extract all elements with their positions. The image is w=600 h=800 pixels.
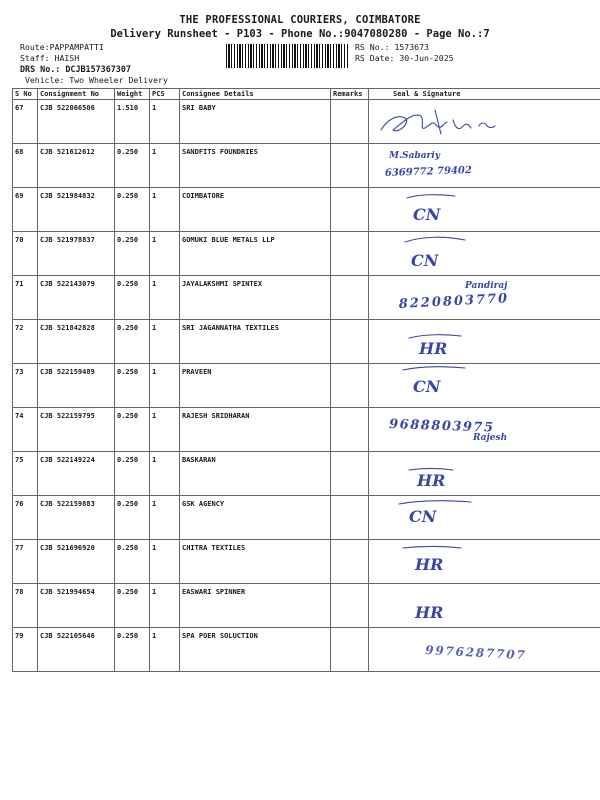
- sno-cell: 68: [13, 144, 38, 188]
- col-sno-header: S No: [13, 89, 38, 100]
- remarks-cell: [331, 320, 369, 364]
- consignee-cell: GOMUKI BLUE METALS LLP: [180, 232, 331, 276]
- consignment-cell: CJB 521984832: [38, 188, 115, 232]
- sno-cell: 71: [13, 276, 38, 320]
- remarks-cell: [331, 276, 369, 320]
- consignment-cell: CJB 521842828: [38, 320, 115, 364]
- table-row: [13, 188, 600, 232]
- handwritten-name-and-phone: [369, 144, 597, 184]
- vehicle-label: Vehicle:: [24, 75, 65, 85]
- handwritten-mark: [369, 364, 597, 404]
- handwritten-mark-text: CN: [411, 251, 439, 270]
- signature-cell: [369, 628, 600, 672]
- sno-cell: 69: [13, 188, 38, 232]
- handwritten-mark-text: HR: [417, 471, 446, 490]
- signature-cell: [369, 496, 600, 540]
- pcs-cell: 1: [150, 188, 180, 232]
- pcs-cell: 1: [150, 320, 180, 364]
- handwritten-mark: [369, 232, 597, 272]
- remarks-cell: [331, 232, 369, 276]
- consignment-cell: CJB 522159489: [38, 364, 115, 408]
- consignment-cell: CJB 522066506: [38, 100, 115, 144]
- rs-no-label: RS No.:: [355, 42, 390, 52]
- consignment-cell: CJB 522105646: [38, 628, 115, 672]
- signature-cell: [369, 540, 600, 584]
- col-remarks-header: Remarks: [331, 89, 369, 100]
- handwritten-phone: 8220803770: [398, 291, 510, 312]
- handwritten-mark: [369, 584, 597, 624]
- sno-cell: 76: [13, 496, 38, 540]
- pcs-cell: 1: [150, 540, 180, 584]
- pcs-cell: 1: [150, 276, 180, 320]
- remarks-cell: [331, 100, 369, 144]
- handwritten-phone: 6369772 79402: [384, 164, 473, 179]
- remarks-cell: [331, 364, 369, 408]
- handwritten-mark-text: CN: [413, 377, 441, 396]
- col-signature-header: Seal & Signature: [369, 89, 600, 100]
- weight-cell: 0.250: [115, 364, 150, 408]
- handwritten-phone-and-name: [369, 408, 597, 448]
- vehicle-value: Two Wheeler Delivery: [69, 75, 168, 85]
- delivery-table: [12, 88, 600, 672]
- table-row: [13, 496, 600, 540]
- handwritten-name: Rajesh: [473, 433, 508, 443]
- consignee-cell: SRI BABY: [180, 100, 331, 144]
- staff-label: Staff:: [20, 53, 50, 63]
- signature-cell: [369, 232, 600, 276]
- signature-cell: [369, 100, 600, 144]
- pcs-cell: 1: [150, 452, 180, 496]
- signature-cell: [369, 188, 600, 232]
- table-row: [13, 320, 600, 364]
- table-row: [13, 364, 600, 408]
- signature-cell: [369, 144, 600, 188]
- sno-cell: 78: [13, 584, 38, 628]
- remarks-cell: [331, 188, 369, 232]
- drs-label: DRS No.:: [20, 64, 61, 74]
- pcs-cell: 1: [150, 628, 180, 672]
- consignee-cell: BASKARAN: [180, 452, 331, 496]
- table-row: [13, 408, 600, 452]
- consignment-cell: CJB 522159883: [38, 496, 115, 540]
- col-pcs-header: PCS: [150, 89, 180, 100]
- consignment-cell: CJB 522149224: [38, 452, 115, 496]
- table-row: [13, 584, 600, 628]
- pcs-cell: 1: [150, 364, 180, 408]
- handwritten-mark-text: CN: [413, 205, 441, 224]
- weight-cell: 0.250: [115, 540, 150, 584]
- handwritten-mark-text: HR: [415, 603, 444, 622]
- signature-cell: [369, 584, 600, 628]
- handwritten-phone: 9688803975: [388, 417, 495, 436]
- pcs-cell: 1: [150, 584, 180, 628]
- weight-cell: 0.250: [115, 188, 150, 232]
- handwritten-mark-text: CN: [409, 507, 437, 526]
- handwritten-signature-scrawl: [369, 100, 597, 140]
- staff-value: HAISH: [54, 53, 80, 63]
- signature-cell: [369, 320, 600, 364]
- remarks-cell: [331, 452, 369, 496]
- handwritten-mark: [369, 320, 597, 360]
- pcs-cell: 1: [150, 408, 180, 452]
- weight-cell: 0.250: [115, 452, 150, 496]
- weight-cell: 0.250: [115, 320, 150, 364]
- table-header-row: [13, 89, 600, 100]
- weight-cell: 0.250: [115, 144, 150, 188]
- remarks-cell: [331, 540, 369, 584]
- handwritten-phone-text: 9976287707: [424, 643, 527, 663]
- consignee-cell: JAYALAKSHMI SPINTEX: [180, 276, 331, 320]
- consignment-cell: CJB 521994654: [38, 584, 115, 628]
- weight-cell: 0.250: [115, 496, 150, 540]
- sno-cell: 70: [13, 232, 38, 276]
- signature-cell: [369, 364, 600, 408]
- sno-cell: 73: [13, 364, 38, 408]
- handwritten-mark: [369, 496, 597, 536]
- consignee-cell: SRI JAGANNATHA TEXTILES: [180, 320, 331, 364]
- consignment-cell: CJB 521696920: [38, 540, 115, 584]
- rs-no-value: 1573673: [394, 42, 429, 52]
- col-weight-header: Weight: [115, 89, 150, 100]
- table-row: [13, 452, 600, 496]
- table-row: [13, 232, 600, 276]
- table-row: [13, 144, 600, 188]
- signature-cell: [369, 276, 600, 320]
- weight-cell: 0.250: [115, 584, 150, 628]
- sno-cell: 67: [13, 100, 38, 144]
- handwritten-mark-text: HR: [419, 339, 448, 358]
- handwritten-mark-text: HR: [415, 555, 444, 574]
- handwritten-name: M.Sabariy: [389, 151, 440, 161]
- weight-cell: 0.250: [115, 408, 150, 452]
- weight-cell: 0.250: [115, 628, 150, 672]
- runsheet-title: Delivery Runsheet - P103 - Phone No.:9047080280 - Page No.:7: [110, 28, 490, 40]
- weight-cell: 0.250: [115, 276, 150, 320]
- consignment-cell: CJB 522143079: [38, 276, 115, 320]
- consignment-cell: CJB 521612612: [38, 144, 115, 188]
- weight-cell: 0.250: [115, 232, 150, 276]
- table-row: [13, 100, 600, 144]
- pcs-cell: 1: [150, 100, 180, 144]
- sno-cell: 75: [13, 452, 38, 496]
- rs-date-label: RS Date:: [355, 53, 395, 63]
- handwritten-name: Pandiraj: [465, 281, 508, 291]
- table-row: [13, 628, 600, 672]
- consignee-cell: SPA POER SOLUCTION: [180, 628, 331, 672]
- runsheet-meta-right: [355, 42, 454, 64]
- consignee-cell: EASWARI SPINNER: [180, 584, 331, 628]
- runsheet-meta-left: [20, 42, 168, 86]
- pcs-cell: 1: [150, 496, 180, 540]
- remarks-cell: [331, 408, 369, 452]
- barcode: [226, 44, 348, 68]
- sno-cell: 74: [13, 408, 38, 452]
- weight-cell: 1.510: [115, 100, 150, 144]
- handwritten-mark: [369, 452, 597, 492]
- remarks-cell: [331, 584, 369, 628]
- consignee-cell: GSK AGENCY: [180, 496, 331, 540]
- consignee-cell: CHITRA TEXTILES: [180, 540, 331, 584]
- handwritten-mark: [369, 540, 597, 580]
- sno-cell: 77: [13, 540, 38, 584]
- consignment-cell: CJB 521978837: [38, 232, 115, 276]
- col-consignee-header: Consignee Details: [180, 89, 331, 100]
- signature-cell: [369, 408, 600, 452]
- route-value: PAPPAMPATTI: [49, 42, 104, 52]
- pcs-cell: 1: [150, 144, 180, 188]
- consignment-cell: CJB 522159795: [38, 408, 115, 452]
- signature-cell: [369, 452, 600, 496]
- route-label: Route:: [20, 42, 50, 52]
- pcs-cell: 1: [150, 232, 180, 276]
- handwritten-mark: [369, 188, 597, 228]
- remarks-cell: [331, 628, 369, 672]
- consignee-cell: COIMBATORE: [180, 188, 331, 232]
- consignee-cell: RAJESH SRIDHARAN: [180, 408, 331, 452]
- remarks-cell: [331, 496, 369, 540]
- consignee-cell: SANDFITS FOUNDRIES: [180, 144, 331, 188]
- sno-cell: 79: [13, 628, 38, 672]
- table-row: [13, 540, 600, 584]
- company-name: THE PROFESSIONAL COURIERS, COIMBATORE: [179, 14, 421, 26]
- sno-cell: 72: [13, 320, 38, 364]
- rs-date-value: 30-Jun-2025: [399, 53, 454, 63]
- drs-value: DCJB157367307: [65, 64, 131, 74]
- handwritten-phone: [369, 628, 597, 668]
- col-consignment-header: Consignment No: [38, 89, 115, 100]
- remarks-cell: [331, 144, 369, 188]
- table-row: [13, 276, 600, 320]
- consignee-cell: PRAVEEN: [180, 364, 331, 408]
- handwritten-name-and-phone: [369, 276, 597, 316]
